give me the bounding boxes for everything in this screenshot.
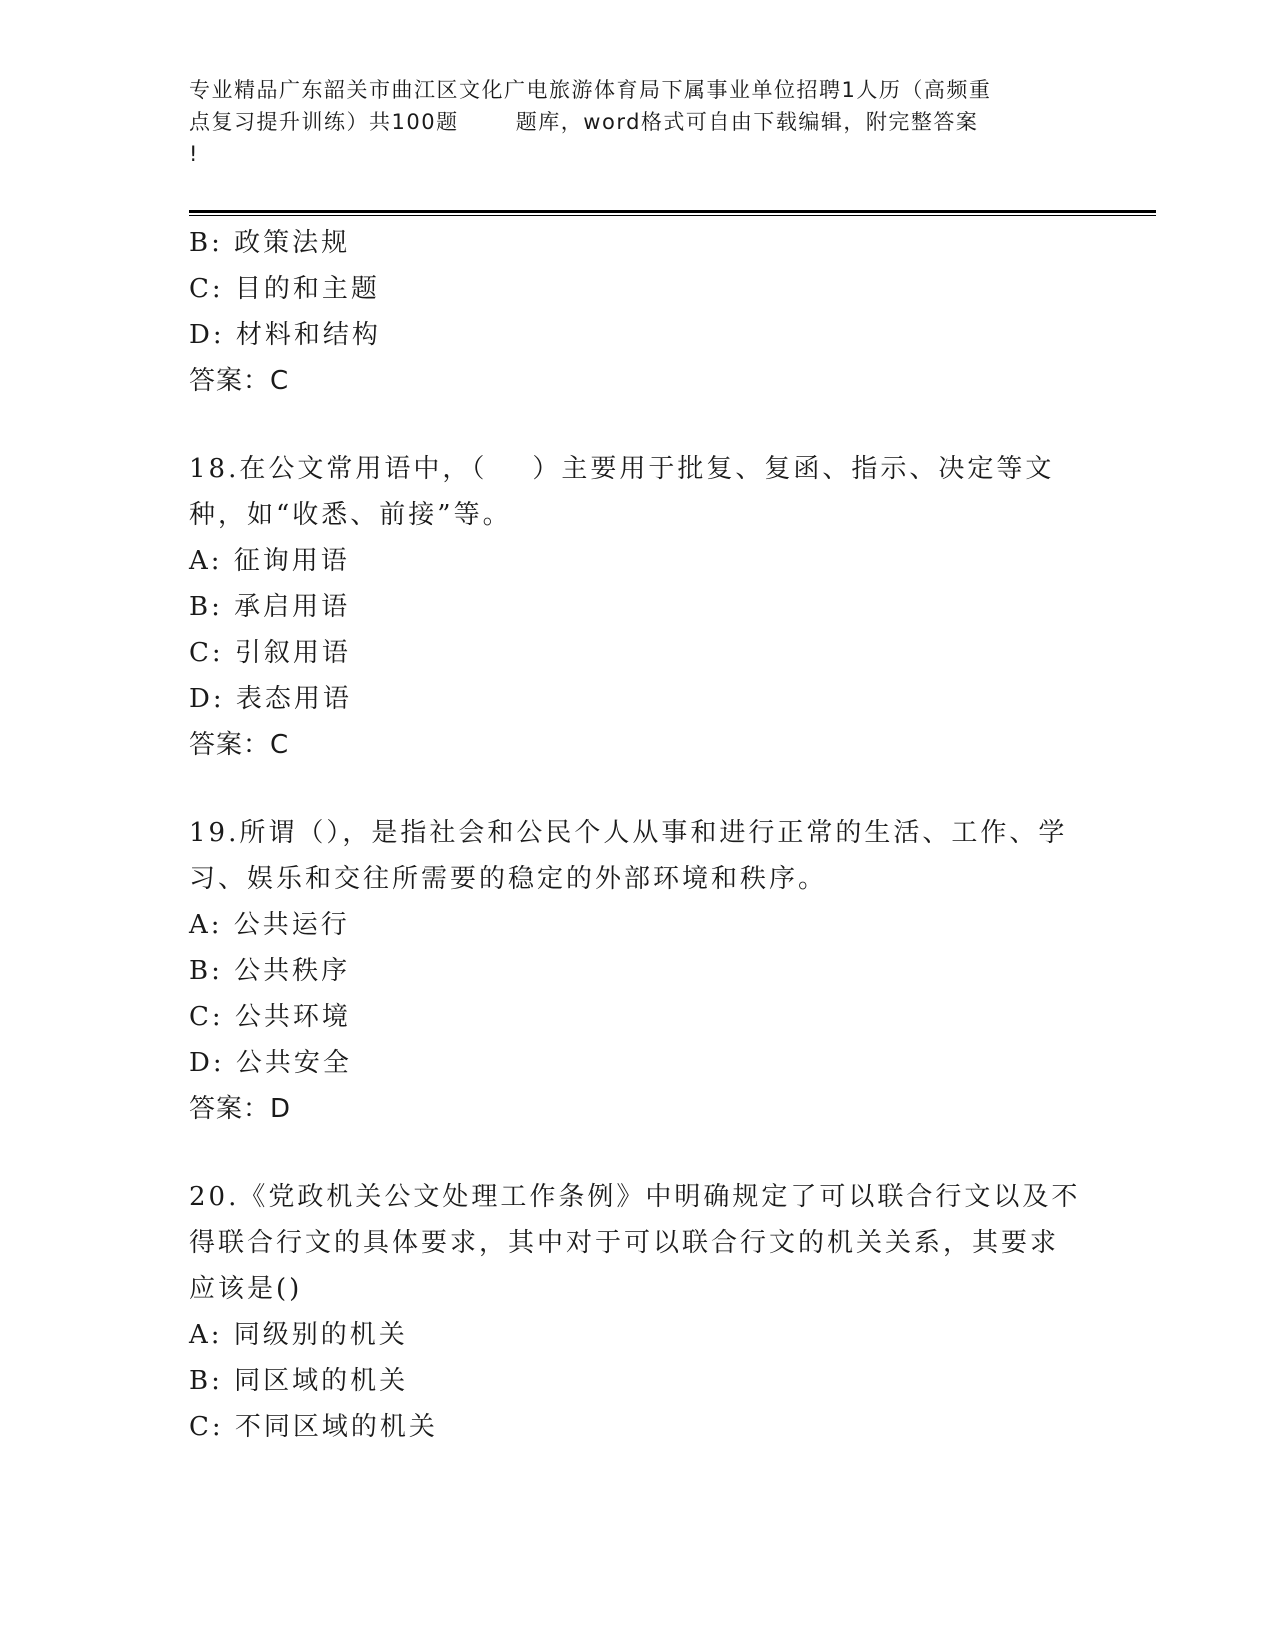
option-d: D: 公共安全 [189, 1048, 352, 1078]
option-c: C: 不同区域的机关 [189, 1412, 438, 1442]
question-19 [189, 810, 1089, 1132]
title-line-2: 点复习提升训练）共100题 题库，word格式可自由下载编辑，附完整答案 [189, 110, 979, 134]
question-list [189, 220, 1089, 1450]
question-stem: 习、娱乐和交往所需要的稳定的外部环境和秩序。 [189, 864, 828, 894]
title-line-1: 专业精品广东韶关市曲江区文化广电旅游体育局下属事业单位招聘1人历（高频重 [189, 78, 992, 102]
option-a: A: 公共运行 [189, 910, 350, 940]
question-stem: 得联合行文的具体要求，其中对于可以联合行文的机关关系，其要求 [189, 1228, 1060, 1258]
option-b: B: 承启用语 [189, 592, 351, 622]
question-stem: 18.在公文常用语中，（ ）主要用于批复、复函、指示、决定等文 [189, 454, 1055, 484]
option-a: A: 征询用语 [189, 546, 350, 576]
title-line-3: ! [189, 142, 199, 166]
spacer [189, 1132, 1089, 1174]
option-d: D: 表态用语 [189, 684, 352, 714]
question-17-tail [189, 220, 1089, 404]
header-divider-thick [189, 210, 1156, 213]
spacer [189, 404, 1089, 446]
question-20 [189, 1174, 1089, 1450]
option-c: C: 公共环境 [189, 1002, 351, 1032]
header-divider-thin [189, 215, 1156, 216]
question-18 [189, 446, 1089, 768]
question-stem: 19.所谓（），是指社会和公民个人从事和进行正常的生活、工作、学 [189, 818, 1068, 848]
option-b: B: 政策法规 [189, 228, 351, 258]
answer: 答案：C [189, 730, 290, 760]
option-c: C: 引叙用语 [189, 638, 351, 668]
option-b: B: 公共秩序 [189, 956, 351, 986]
answer: 答案：C [189, 366, 290, 396]
option-b: B: 同区域的机关 [189, 1366, 409, 1396]
answer: 答案：D [189, 1094, 292, 1124]
option-d: D: 材料和结构 [189, 320, 381, 350]
question-stem: 20.《党政机关公文处理工作条例》中明确规定了可以联合行文以及不 [189, 1182, 1081, 1212]
option-c: C: 目的和主题 [189, 274, 380, 304]
spacer [189, 768, 1089, 810]
question-stem: 应该是() [189, 1274, 303, 1304]
document-title [189, 74, 1089, 170]
question-stem: 种，如“收悉、前接”等。 [189, 500, 512, 530]
option-a: A: 同级别的机关 [189, 1320, 408, 1350]
